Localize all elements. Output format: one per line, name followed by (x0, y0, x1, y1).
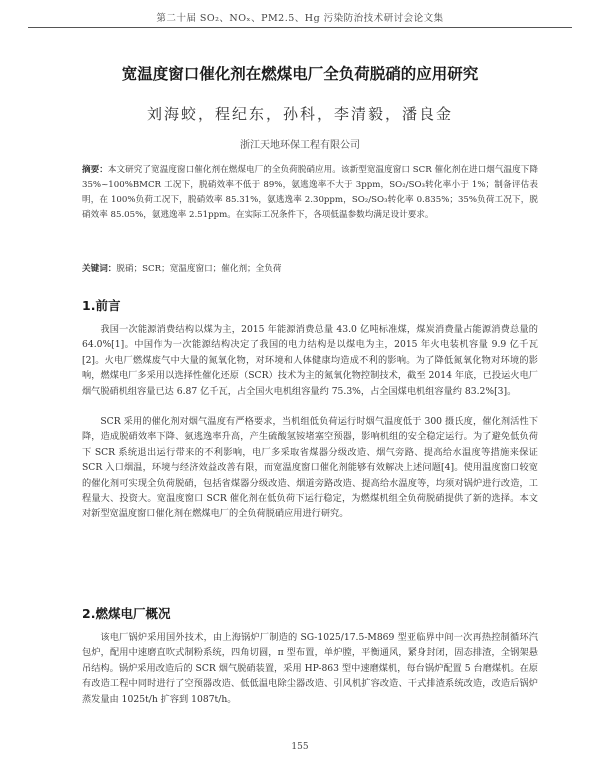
paragraph-intro-1: 我国一次能源消费结构以煤为主，2015 年能源消费总量 43.0 亿吨标准煤，煤炭消费量占能源消费总量的 64.0%[1]。中国作为一次能源结构决定了我国的电力结构是以煤电为主，2015 年火电装机容量 9.9 亿千瓦[2]。火电厂燃煤废气中大量的氮氧化物，对环境和人体健康均造成不利的影响。为了降低氮氧化物对环境的影响，燃煤电厂多采用以选择性催化还原（SCR）技术为主的氮氧化物控制技术，截至 2014 年底，已投运火电厂烟气脱硝机组容量已达 6.87 亿千瓦，占全国火电机组容量约 75.3%，占全国煤电机组容量约 83.2%[3]。 (82, 324, 538, 397)
abstract-text: 本文研究了宽温度窗口催化剂在燃煤电厂的全负荷脱硝应用。该新型宽温度窗口 SCR 催化剂在进口烟气温度下降 35%~100%BMCR 工况下，脱硝效率不低于 89%，氨逃逸率不大于 3ppm，SO₂/SO₃转化率小于 1%；制备评估表明，在 100%负荷工况下，脱硝效率 85.31%，氨逃逸率 2.30ppm，SO₂/SO₃转化率 0.835%；35%负荷工况下，脱硝效率 85.05%，氨逃逸率 2.51ppm。在实际工况条件下，各项低温参数均满足设计要求。 (82, 165, 538, 220)
running-header: 第二十届 SO₂、NOₓ、PM2.5、Hg 污染防治技术研讨会论文集 (156, 13, 444, 24)
affiliation: 浙江天地环保工程有限公司 (240, 140, 360, 151)
keywords (82, 262, 538, 274)
keywords-label: 关键词： (82, 264, 117, 274)
paragraph-plant-overview: 该电厂锅炉采用国外技术，由上海锅炉厂制造的 SG-1025/17.5-M869 型亚临界中间一次再热控制循环汽包炉，配用中速磨直吹式制粉系统，四角切圆，π 型布置，单炉膛，平衡通风，紧身封闭，固态排渣，全钢架悬吊结构。锅炉采用改造后的 SCR 烟气脱硝装置，采用 HP-863 型中速磨煤机，每台锅炉配置 5 台磨煤机。在原有改造工程中同时进行了空预器改造、低低温电除尘器改造、引风机扩容改造、干式排渣系统改造，改造后锅炉蒸发量由 1025t/h 扩容到 1087t/h。 (82, 632, 538, 705)
paper-title: 宽温度窗口催化剂在燃煤电厂全负荷脱硝的应用研究 (121, 65, 479, 83)
section-heading-plant-overview: 2.燃煤电厂概况 (82, 606, 171, 621)
keywords-text: 脱硝；SCR；宽温度窗口；催化剂；全负荷 (116, 264, 282, 274)
header-rule (28, 27, 572, 28)
abstract (82, 163, 538, 223)
section-heading-introduction: 1.前言 (82, 298, 121, 313)
abstract-label: 摘要： (82, 165, 108, 175)
author-list: 刘海蛟，程纪东，孙科，李清毅，潘良金 (146, 105, 453, 123)
page-number: 155 (291, 742, 309, 752)
paragraph-intro-2: SCR 采用的催化剂对烟气温度有严格要求，当机组低负荷运行时烟气温度低于 300 摄氏度，催化剂活性下降，造成脱硝效率下降、氨逃逸率升高，产生硫酸氢铵堵塞空预器，影响机组的安全稳定运行。为了避免低负荷下 SCR 系统退出运行带来的不利影响，电厂多采取省煤器分级改造、烟气旁路、提高给水温度等措施来保证 SCR 入口烟温，环境与经济效益改善有限，而宽温度窗口催化剂能够有效解决上述问题[4]。使用温度窗口较宽的催化剂可实现全负荷脱硝，包括省煤器分级改造、烟道旁路改造、提高给水温度等，均须对锅炉进行改造，工程量大、投资大。宽温度窗口 SCR 催化剂在低负荷下运行稳定，为燃煤机组全负荷脱硝提供了新的选择。本文对新型宽温度窗口催化剂在燃煤电厂的全负荷脱硝应用进行研究。 (82, 416, 538, 520)
